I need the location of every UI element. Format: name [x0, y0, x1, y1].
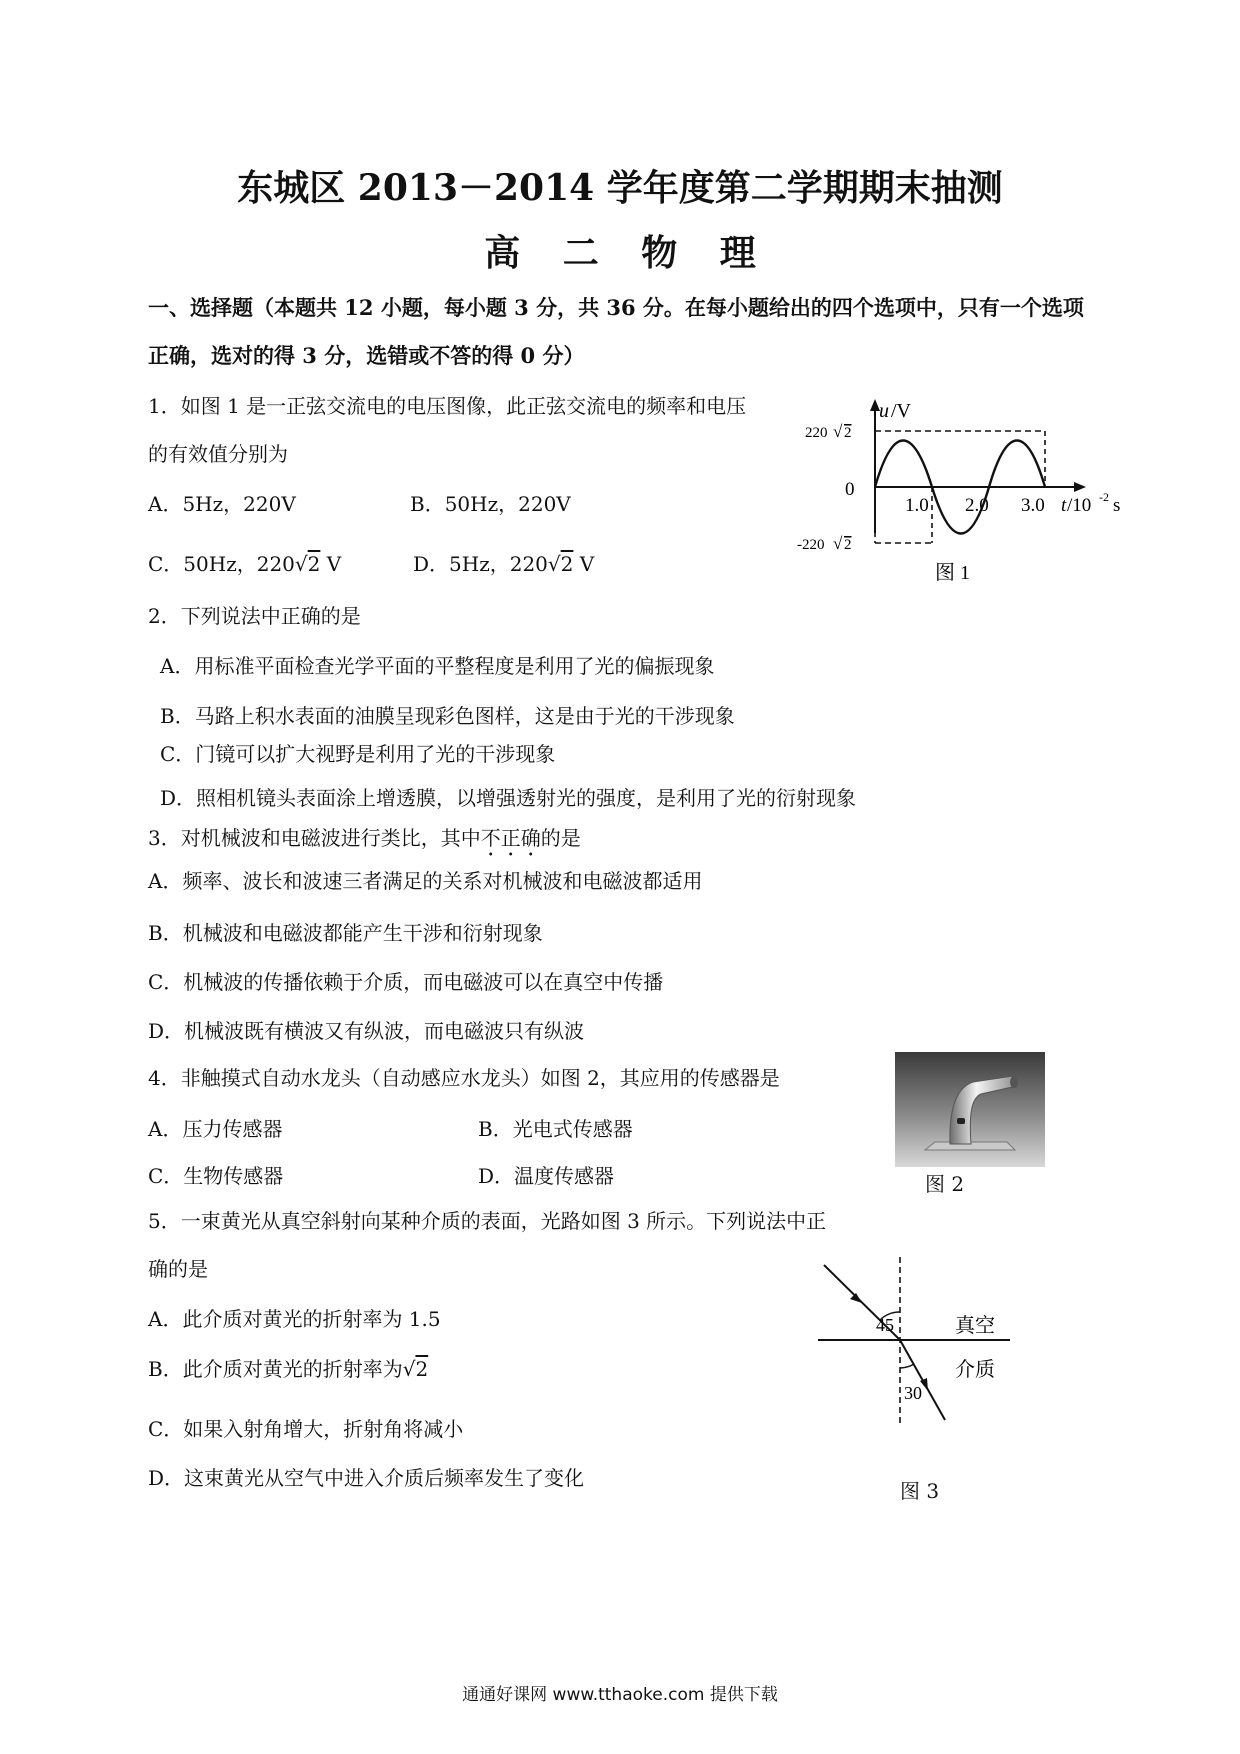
q3-stem — [148, 822, 581, 861]
x-axis-label-t: t — [1061, 495, 1067, 516]
q5-option-d: D．这束黄光从空气中进入介质后频率发生了变化 — [148, 1466, 585, 1490]
q4-option-b: B．光电式传感器 — [478, 1117, 633, 1141]
x-tick-2: 2.0 — [965, 495, 989, 516]
q1-option-d-unit: V — [579, 552, 595, 576]
q1-option-c — [148, 548, 341, 577]
q4-option-d: D．温度传感器 — [478, 1164, 615, 1188]
origin-label: 0 — [845, 479, 855, 500]
q3-option-c: C．机械波的传播依赖于介质，而电磁波可以在真空中传播 — [148, 970, 664, 994]
figure-2-faucet-photo — [895, 1052, 1045, 1167]
q1-option-c-radicand: 2 — [307, 552, 321, 576]
sqrt-symbol: √ — [547, 552, 561, 576]
q5-option-b-radicand: 2 — [415, 1357, 429, 1381]
incidence-angle-label: 45 — [876, 1315, 894, 1335]
figure-2-caption: 图 2 — [925, 1172, 965, 1196]
y-axis-label-unit: /V — [891, 400, 911, 422]
figure-3-refraction-diagram — [810, 1255, 1040, 1435]
sqrt-symbol: √ — [833, 534, 843, 553]
q3-stem-emphasis: 不正确 — [480, 826, 541, 850]
sqrt-symbol: √ — [294, 552, 308, 576]
section-header-line2: 正确，选对的得 3 分，选错或不答的得 0 分） — [148, 343, 585, 368]
q1-option-b: B．50Hz，220V — [410, 492, 571, 516]
q1-option-c-unit: V — [326, 552, 342, 576]
vacuum-label: 真空 — [955, 1315, 995, 1337]
faucet-sensor — [957, 1118, 965, 1124]
x-tick-1: 1.0 — [905, 495, 929, 516]
figure-1-voltage-graph — [795, 395, 1135, 585]
q5-option-b-text: B．此介质对黄光的折射率为 — [148, 1357, 403, 1381]
q1-stem-line2: 的有效值分别为 — [148, 442, 288, 466]
q5-stem-line1: 5．一束黄光从真空斜射向某种介质的表面，光路如图 3 所示。下列说法中正 — [148, 1209, 827, 1233]
q3-stem-pre: 3．对机械波和电磁波进行类比，其中 — [148, 826, 481, 850]
sqrt-symbol: √ — [402, 1357, 416, 1381]
q1-option-d-radicand: 2 — [560, 552, 574, 576]
incident-arrow — [850, 1293, 862, 1303]
q5-option-a: A．此介质对黄光的折射率为 1.5 — [148, 1307, 441, 1331]
q4-option-c: C．生物传感器 — [148, 1164, 284, 1188]
sqrt-symbol: √ — [833, 422, 843, 441]
y-axis-label-u: u — [879, 400, 889, 422]
refraction-angle-arc — [900, 1364, 914, 1368]
y-min-label: -220 — [797, 537, 825, 553]
q1-stem-line1: 1．如图 1 是一正弦交流电的电压图像，此正弦交流电的频率和电压 — [148, 394, 747, 418]
page-title: 东城区 2013－2014 学年度第二学期期末抽测 — [237, 167, 1003, 209]
q5-stem-line2: 确的是 — [148, 1257, 208, 1281]
medium-label: 介质 — [955, 1359, 995, 1381]
x-axis-arrow — [1074, 482, 1086, 492]
q2-stem: 2．下列说法中正确的是 — [148, 604, 361, 628]
page-subtitle: 高 二 物 理 — [484, 232, 756, 274]
footer-credit: 通通好课网 www.tthaoke.com 提供下载 — [462, 1685, 778, 1705]
figure-3-caption: 图 3 — [900, 1479, 940, 1503]
q1-option-a: A．5Hz，220V — [148, 492, 296, 516]
faucet-spout — [1010, 1076, 1018, 1088]
q4-option-a: A．压力传感器 — [148, 1117, 283, 1141]
q2-option-b: B．马路上积水表面的油膜呈现彩色图样，这是由于光的干涉现象 — [160, 704, 735, 728]
x-tick-3: 3.0 — [1021, 495, 1045, 516]
q3-option-a: A．频率、波长和波速三者满足的关系对机械波和电磁波都适用 — [148, 869, 703, 893]
q3-stem-post: 的是 — [540, 826, 581, 850]
q1-option-c-text: C．50Hz，220 — [148, 552, 295, 576]
refraction-angle-label: 30 — [904, 1383, 922, 1403]
x-axis-label-exp: -2 — [1099, 490, 1109, 504]
section-header-line1: 一、选择题（本题共 12 小题，每小题 3 分，共 36 分。在每小题给出的四个选项中，只有一个选项 — [148, 295, 1084, 320]
x-axis-label-unit: /10 — [1067, 495, 1092, 516]
q1-option-d-text: D．5Hz，220 — [413, 552, 548, 576]
y-min-radicand: 2 — [844, 537, 852, 553]
q3-option-b: B．机械波和电磁波都能产生干涉和衍射现象 — [148, 921, 543, 945]
x-axis-label-s: s — [1113, 495, 1121, 516]
q2-option-a: A．用标准平面检查光学平面的平整程度是利用了光的偏振现象 — [160, 654, 715, 678]
q5-option-b — [148, 1353, 428, 1382]
q2-option-d: D．照相机镜头表面涂上增透膜，以增强透射光的强度，是利用了光的衍射现象 — [160, 786, 857, 810]
q2-option-c: C．门镜可以扩大视野是利用了光的干涉现象 — [160, 742, 556, 766]
y-max-label: 220 — [805, 425, 828, 441]
figure-1-caption: 图 1 — [935, 562, 970, 584]
y-max-radicand: 2 — [844, 425, 852, 441]
q3-option-d: D．机械波既有横波又有纵波，而电磁波只有纵波 — [148, 1019, 585, 1043]
q5-option-c: C．如果入射角增大，折射角将减小 — [148, 1417, 464, 1441]
q1-option-d — [413, 548, 594, 577]
q4-stem: 4．非触摸式自动水龙头（自动感应水龙头）如图 2，其应用的传感器是 — [148, 1066, 780, 1090]
